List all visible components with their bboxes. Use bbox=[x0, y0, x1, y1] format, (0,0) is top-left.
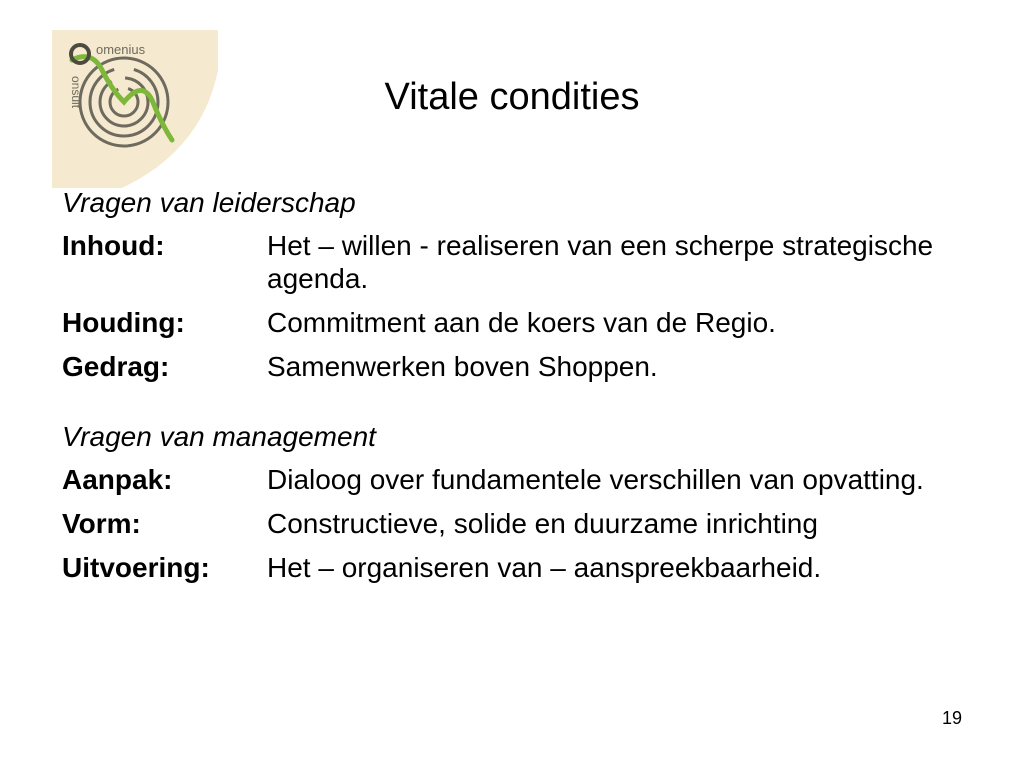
definition-row bbox=[62, 350, 982, 383]
logo-text-top: omenius bbox=[96, 42, 146, 57]
section-heading: Vragen van management bbox=[62, 421, 376, 452]
section-heading: Vragen van leiderschap bbox=[62, 187, 356, 218]
section-spacer bbox=[62, 383, 982, 417]
logo-text-side: onsult bbox=[69, 76, 83, 109]
row-label: Vorm: bbox=[62, 508, 141, 539]
row-label: Inhoud: bbox=[62, 230, 165, 261]
row-label: Uitvoering: bbox=[62, 552, 210, 583]
definition-row bbox=[62, 551, 982, 584]
row-value: Samenwerken boven Shoppen. bbox=[267, 351, 658, 382]
section-leadership bbox=[62, 183, 982, 383]
section-management bbox=[62, 417, 982, 584]
definition-row bbox=[62, 463, 982, 496]
row-value: Het – organiseren van – aanspreekbaarheid. bbox=[267, 552, 822, 583]
row-value: Commitment aan de koers van de Regio. bbox=[267, 307, 776, 338]
definition-row bbox=[62, 507, 982, 540]
row-label: Aanpak: bbox=[62, 464, 173, 495]
definition-row bbox=[62, 229, 982, 295]
row-value: Dialoog over fundamentele verschillen van opvatting. bbox=[267, 464, 924, 495]
row-label: Houding: bbox=[62, 307, 185, 338]
row-value: Het – willen - realiseren van een scherpe strategische agenda. bbox=[267, 230, 934, 294]
row-label: Gedrag: bbox=[62, 351, 170, 382]
slide-title-text: Vitale condities bbox=[384, 76, 640, 118]
slide-title bbox=[0, 74, 1024, 120]
definition-row bbox=[62, 306, 982, 339]
page-number: 19 bbox=[941, 708, 962, 728]
slide-body bbox=[62, 183, 982, 584]
row-value: Constructieve, solide en duurzame inrichting bbox=[267, 508, 818, 539]
